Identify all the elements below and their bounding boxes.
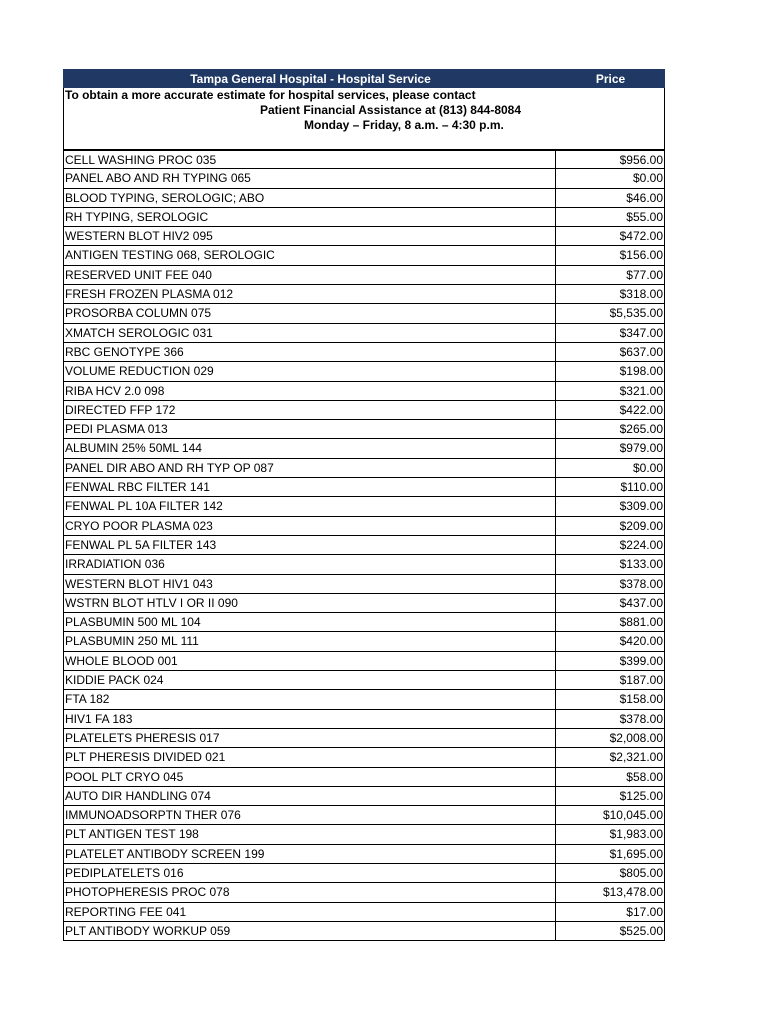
price-cell: $637.00 — [619, 344, 663, 359]
service-cell: AUTO DIR HANDLING 074 — [64, 787, 556, 805]
table-row — [64, 169, 664, 188]
service-cell: PANEL ABO AND RH TYPING 065 — [64, 169, 556, 187]
table-row — [64, 555, 664, 574]
service-cell: XMATCH SEROLOGIC 031 — [64, 324, 556, 342]
price-cell: $956.00 — [619, 153, 663, 167]
service-cell: CRYO POOR PLASMA 023 — [64, 517, 556, 535]
service-cell: PLATELETS PHERESIS 017 — [64, 729, 556, 747]
table-row — [64, 845, 664, 864]
service-cell: RH TYPING, SEROLOGIC — [64, 208, 556, 226]
price-cell: $321.00 — [619, 383, 663, 398]
service-cell: PANEL DIR ABO AND RH TYP OP 087 — [64, 459, 556, 477]
table-row — [64, 459, 664, 478]
table-row — [64, 189, 664, 208]
service-cell: FRESH FROZEN PLASMA 012 — [64, 285, 556, 303]
service-cell: HIV1 FA 183 — [64, 710, 556, 728]
price-cell: $399.00 — [619, 653, 663, 668]
price-cell: $156.00 — [619, 248, 663, 263]
table-row — [64, 304, 664, 323]
table-row — [64, 883, 664, 902]
service-cell: DIRECTED FFP 172 — [64, 401, 556, 419]
table-row — [64, 478, 664, 497]
price-cell: $420.00 — [619, 634, 663, 649]
price-cell: $0.00 — [632, 460, 663, 475]
price-cell: $46.00 — [626, 190, 663, 205]
service-cell: PROSORBA COLUMN 075 — [64, 304, 556, 322]
table-row — [64, 729, 664, 748]
price-cell: $2,321.00 — [609, 750, 663, 765]
service-cell: PEDI PLASMA 013 — [64, 420, 556, 438]
price-cell: $198.00 — [619, 364, 663, 379]
price-cell: $158.00 — [619, 692, 663, 707]
service-cell: ALBUMIN 25% 50ML 144 — [64, 439, 556, 457]
price-cell: $472.00 — [619, 229, 663, 244]
service-cell: IMMUNOADSORPTN THER 076 — [64, 806, 556, 824]
table-row — [64, 806, 664, 825]
table-row — [64, 671, 664, 690]
service-cell: CELL WASHING PROC 035 — [64, 151, 556, 168]
table-row — [64, 208, 664, 227]
notice-line-1: To obtain a more accurate estimate for hospital services, please contact — [65, 88, 476, 102]
price-cell: $2,008.00 — [609, 730, 663, 745]
price-cell: $1,695.00 — [609, 846, 663, 861]
table-row — [64, 420, 664, 439]
service-cell: PLT ANTIBODY WORKUP 059 — [64, 922, 556, 940]
price-cell: $5,535.00 — [609, 306, 663, 321]
price-cell: $10,045.00 — [602, 808, 663, 823]
service-cell: PHOTOPHERESIS PROC 078 — [64, 883, 556, 901]
price-cell: $378.00 — [619, 576, 663, 591]
price-cell: $58.00 — [626, 769, 663, 784]
price-cell: $525.00 — [619, 923, 663, 938]
price-cell: $133.00 — [619, 557, 663, 572]
price-cell: $422.00 — [619, 402, 663, 417]
table-row — [64, 343, 664, 362]
table-row — [64, 575, 664, 594]
notice-line-2: Patient Financial Assistance at (813) 844-8084 — [260, 103, 522, 117]
price-cell: $805.00 — [619, 865, 663, 880]
table-row — [64, 825, 664, 844]
service-cell: FTA 182 — [64, 690, 556, 708]
service-cell: WSTRN BLOT HTLV I OR II 090 — [64, 594, 556, 612]
table-row — [64, 150, 664, 169]
table-header — [63, 69, 665, 88]
table-row — [64, 439, 664, 458]
service-cell: ANTIGEN TESTING 068, SEROLOGIC — [64, 246, 556, 264]
service-cell: PLASBUMIN 500 ML 104 — [64, 613, 556, 631]
price-cell: $347.00 — [619, 325, 663, 340]
price-cell: $125.00 — [619, 788, 663, 803]
price-cell: $187.00 — [619, 673, 663, 688]
price-cell: $209.00 — [619, 518, 663, 533]
price-cell: $77.00 — [626, 267, 663, 282]
table-row — [64, 690, 664, 709]
service-cell: RBC GENOTYPE 366 — [64, 343, 556, 361]
service-cell: PLT ANTIGEN TEST 198 — [64, 825, 556, 843]
service-cell: RESERVED UNIT FEE 040 — [64, 266, 556, 284]
price-cell: $55.00 — [626, 209, 663, 224]
price-cell: $224.00 — [619, 537, 663, 552]
service-cell: POOL PLT CRYO 045 — [64, 768, 556, 786]
table-row — [64, 227, 664, 246]
header-service: Tampa General Hospital - Hospital Service — [190, 72, 431, 86]
price-cell: $265.00 — [619, 422, 663, 437]
service-cell: PLASBUMIN 250 ML 111 — [64, 632, 556, 650]
table-row — [64, 594, 664, 613]
service-cell: BLOOD TYPING, SEROLOGIC; ABO — [64, 189, 556, 207]
contact-notice — [63, 88, 665, 150]
table-row — [64, 536, 664, 555]
price-cell: $110.00 — [620, 480, 663, 495]
table-row — [64, 787, 664, 806]
price-cell: $881.00 — [619, 615, 663, 630]
service-cell: FENWAL PL 5A FILTER 143 — [64, 536, 556, 554]
service-cell: WESTERN BLOT HIV1 043 — [64, 575, 556, 593]
table-row — [64, 710, 664, 729]
table-row — [64, 922, 664, 941]
notice-line-3: Monday – Friday, 8 a.m. – 4:30 p.m. — [304, 118, 504, 132]
service-cell: WESTERN BLOT HIV2 095 — [64, 227, 556, 245]
price-cell: $0.00 — [632, 171, 663, 186]
table-row — [64, 497, 664, 516]
table-row — [64, 768, 664, 787]
table-row — [64, 517, 664, 536]
service-cell: REPORTING FEE 041 — [64, 903, 556, 921]
price-cell: $17.00 — [626, 904, 663, 919]
price-sheet — [63, 69, 665, 941]
table-row — [64, 382, 664, 401]
table-row — [64, 285, 664, 304]
service-cell: FENWAL RBC FILTER 141 — [64, 478, 556, 496]
service-cell: PLT PHERESIS DIVIDED 021 — [64, 748, 556, 766]
price-cell: $13,478.00 — [602, 885, 663, 900]
price-cell: $309.00 — [619, 499, 663, 514]
table-row — [64, 652, 664, 671]
price-cell: $378.00 — [619, 711, 663, 726]
table-row — [64, 362, 664, 381]
price-cell: $1,983.00 — [609, 827, 663, 842]
table-row — [64, 903, 664, 922]
service-cell: PLATELET ANTIBODY SCREEN 199 — [64, 845, 556, 863]
service-cell: IRRADIATION 036 — [64, 555, 556, 573]
table-row — [64, 266, 664, 285]
table-row — [64, 864, 664, 883]
price-cell: $437.00 — [619, 595, 663, 610]
service-cell: FENWAL PL 10A FILTER 142 — [64, 497, 556, 515]
service-cell: VOLUME REDUCTION 029 — [64, 362, 556, 380]
price-table — [63, 150, 665, 941]
table-row — [64, 401, 664, 420]
table-row — [64, 246, 664, 265]
table-row — [64, 748, 664, 767]
table-row — [64, 324, 664, 343]
price-cell: $318.00 — [619, 287, 663, 302]
header-price: Price — [595, 72, 626, 86]
table-row — [64, 613, 664, 632]
service-cell: KIDDIE PACK 024 — [64, 671, 556, 689]
service-cell: RIBA HCV 2.0 098 — [64, 382, 556, 400]
service-cell: PEDIPLATELETS 016 — [64, 864, 556, 882]
service-cell: WHOLE BLOOD 001 — [64, 652, 556, 670]
price-cell: $979.00 — [619, 441, 663, 456]
table-row — [64, 632, 664, 651]
